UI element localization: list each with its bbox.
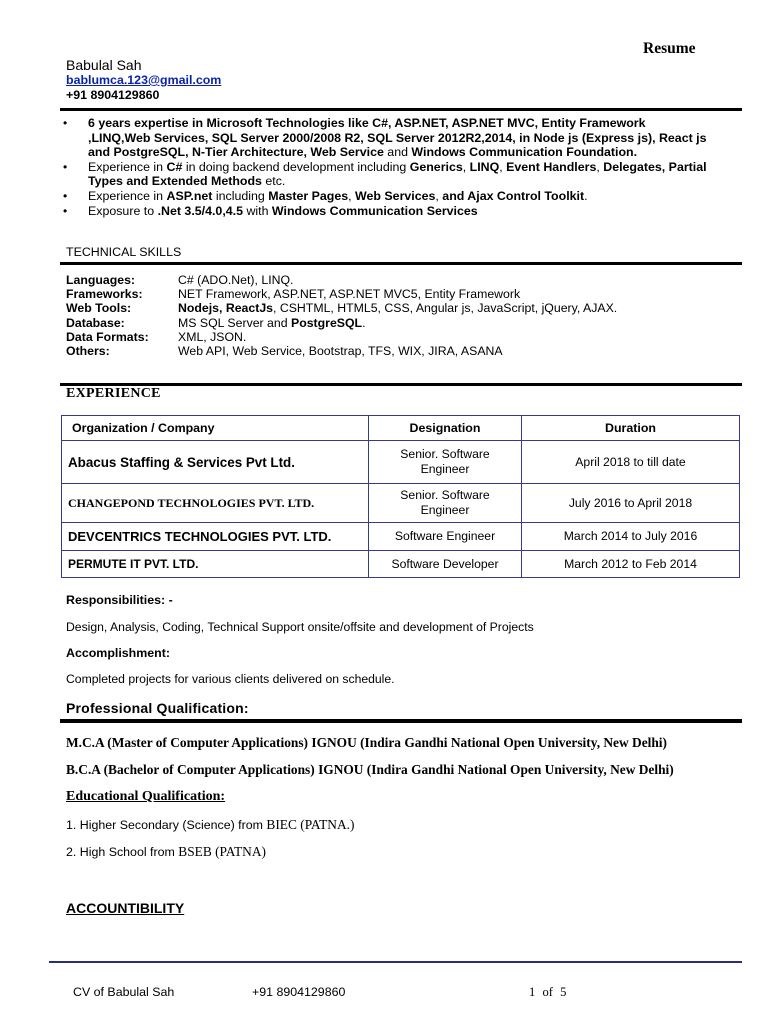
skill-label: Web Tools: <box>66 301 132 316</box>
summary-text: Experience in <box>88 188 167 203</box>
resume-label: Resume <box>643 40 696 57</box>
experience-table-header <box>62 416 740 441</box>
skill-label: Data Formats: <box>66 329 149 344</box>
professional-qualification-heading: Professional Qualification: <box>66 700 249 716</box>
education-item-board: BIEC (PATNA.) <box>266 817 355 832</box>
education-item-board: BSEB (PATNA) <box>178 844 266 859</box>
duration-cell: July 2016 to April 2018 <box>522 484 740 523</box>
summary-text: .Net 3.5/4.0,4.5 <box>157 203 243 218</box>
skill-label: Frameworks: <box>66 287 143 302</box>
column-header-organization: Organization / Company <box>62 416 369 441</box>
skill-value <box>178 301 617 315</box>
summary-text: Master Pages <box>268 188 349 203</box>
phone-number: +91 8904129860 <box>66 88 160 102</box>
summary-text: ASP.net <box>166 188 213 203</box>
technical-skills-list <box>66 273 617 358</box>
skill-value-part: MS SQL Server and <box>178 315 291 330</box>
skill-value <box>178 330 246 344</box>
column-header-designation: Designation <box>369 416 522 441</box>
education-item-prefix: 2. High School from <box>66 845 179 859</box>
summary-text: Event Handlers <box>506 159 597 174</box>
footer-total-pages: 5 <box>560 985 567 999</box>
skill-label: Database: <box>66 315 125 330</box>
summary-text: and <box>383 145 412 160</box>
summary-text: Delegates, Partial Types and Extended Methods <box>88 159 707 189</box>
summary-text: , <box>435 188 443 203</box>
footer-of-label: of <box>542 985 553 999</box>
summary-text: C# <box>166 159 183 174</box>
summary-item <box>60 189 710 204</box>
qualification-mca: M.C.A (Master of Computer Applications) IGNOU (Indira Gandhi National Open University, New Delhi) <box>66 735 667 750</box>
skill-row <box>66 344 617 358</box>
summary-item <box>60 160 710 189</box>
accomplishment-heading: Accomplishment: <box>66 646 170 660</box>
summary-text: Windows Communication Services <box>271 203 478 218</box>
footer-page-number: 1 <box>529 985 536 999</box>
email-link[interactable]: bablumca.123@gmail.com <box>66 73 222 87</box>
org-cell: CHANGEPOND TECHNOLOGIES PVT. LTD. <box>62 484 369 523</box>
table-row <box>62 441 740 484</box>
org-cell: Abacus Staffing & Services Pvt Ltd. <box>62 441 369 484</box>
summary-text: , <box>499 159 507 174</box>
skill-value-part: PostgreSQL <box>291 315 363 330</box>
summary-text: in doing backend development including <box>182 159 410 174</box>
skill-value-part: NET Framework, ASP.NET, ASP.NET MVC5, Entity Framework <box>178 287 521 302</box>
skill-label: Languages: <box>66 273 136 287</box>
skill-value-part: . <box>362 315 366 330</box>
educational-qualification-heading: Educational Qualification: <box>66 789 226 804</box>
footer-page-indicator <box>529 985 566 1000</box>
summary-item <box>60 204 710 219</box>
skill-row <box>66 330 617 344</box>
footer-divider <box>49 961 742 963</box>
experience-table <box>61 415 740 578</box>
org-cell: DEVCENTRICS TECHNOLOGIES PVT. LTD. <box>62 523 369 551</box>
summary-list <box>60 116 710 218</box>
technical-skills-divider <box>60 262 742 265</box>
summary-text: Exposure to <box>88 203 158 218</box>
experience-heading: EXPERIENCE <box>66 386 161 401</box>
skill-value <box>178 273 293 287</box>
skill-value-part: Web API, Web Service, Bootstrap, TFS, WIX, JIRA, ASANA <box>178 344 503 359</box>
responsibilities-heading: Responsibilities: - <box>66 593 173 607</box>
summary-text: , <box>348 188 356 203</box>
designation-cell: Software Engineer <box>369 523 522 551</box>
duration-cell: April 2018 to till date <box>522 441 740 484</box>
skill-row <box>66 301 617 315</box>
header-divider <box>60 108 742 111</box>
education-item-prefix: 1. Higher Secondary (Science) from <box>66 818 267 832</box>
footer-cv-of: CV of Babulal Sah <box>73 985 175 999</box>
experience-divider <box>60 383 742 386</box>
skill-value-part: C# (ADO.Net), LINQ. <box>178 273 294 287</box>
skill-row <box>66 316 617 330</box>
summary-text: including <box>212 188 269 203</box>
education-item <box>66 844 266 860</box>
skill-value <box>178 287 520 301</box>
summary-text: Windows Communication Foundation. <box>411 145 638 160</box>
skill-value-part: , CSHTML, HTML5, CSS, Angular js, JavaScript, jQuery, AJAX. <box>273 301 618 316</box>
table-row <box>62 523 740 551</box>
designation-cell: Senior. Software Engineer <box>369 484 522 523</box>
column-header-duration: Duration <box>522 416 740 441</box>
skill-label: Others: <box>66 344 110 359</box>
summary-text: . <box>584 188 588 203</box>
skill-row <box>66 287 617 301</box>
summary-text: with <box>243 203 272 218</box>
skill-value <box>178 316 365 330</box>
accountability-heading: ACCOUNTIBILITY <box>66 900 185 916</box>
skill-value <box>178 344 503 358</box>
candidate-name: Babulal Sah <box>66 57 142 73</box>
summary-text: and Ajax Control Toolkit <box>442 188 585 203</box>
professional-qualification-divider <box>60 719 742 723</box>
education-item <box>66 817 354 833</box>
designation-cell: Senior. Software Engineer <box>369 441 522 484</box>
qualification-bca: B.C.A (Bachelor of Computer Applications) IGNOU (Indira Gandhi National Open University, New Delhi) <box>66 762 674 777</box>
summary-text: 6 years expertise in Microsoft Technologies like C#, ASP.NET, ASP.NET MVC, Entity Framework ,LINQ,Web Services, SQL Server 2000/2008 R2, SQL Server 2012R2,2014, in Node js (Express js), React js and PostgreSQL, N-Tier Architecture, Web Service <box>88 116 707 160</box>
summary-item <box>60 116 710 160</box>
summary-text: Experience in <box>88 159 167 174</box>
summary-text: , <box>596 159 604 174</box>
responsibilities-text: Design, Analysis, Coding, Technical Support onsite/offsite and development of Projects <box>66 620 534 634</box>
skill-row <box>66 273 617 287</box>
duration-cell: March 2014 to July 2016 <box>522 523 740 551</box>
footer-phone: +91 8904129860 <box>252 985 346 999</box>
skill-value-part: XML, JSON. <box>178 329 247 344</box>
technical-skills-heading: TECHNICAL SKILLS <box>66 245 182 259</box>
duration-cell: March 2012 to Feb 2014 <box>522 551 740 578</box>
table-row <box>62 484 740 523</box>
designation-cell: Software Developer <box>369 551 522 578</box>
skill-value-part: Nodejs, ReactJs <box>178 301 274 316</box>
summary-text: etc. <box>261 174 286 189</box>
summary-text: Generics <box>409 159 463 174</box>
org-cell: PERMUTE IT PVT. LTD. <box>62 551 369 578</box>
summary-text: , <box>462 159 470 174</box>
accomplishment-text: Completed projects for various clients delivered on schedule. <box>66 672 395 686</box>
table-row <box>62 551 740 578</box>
summary-text: LINQ <box>469 159 500 174</box>
summary-text: Web Services <box>355 188 436 203</box>
